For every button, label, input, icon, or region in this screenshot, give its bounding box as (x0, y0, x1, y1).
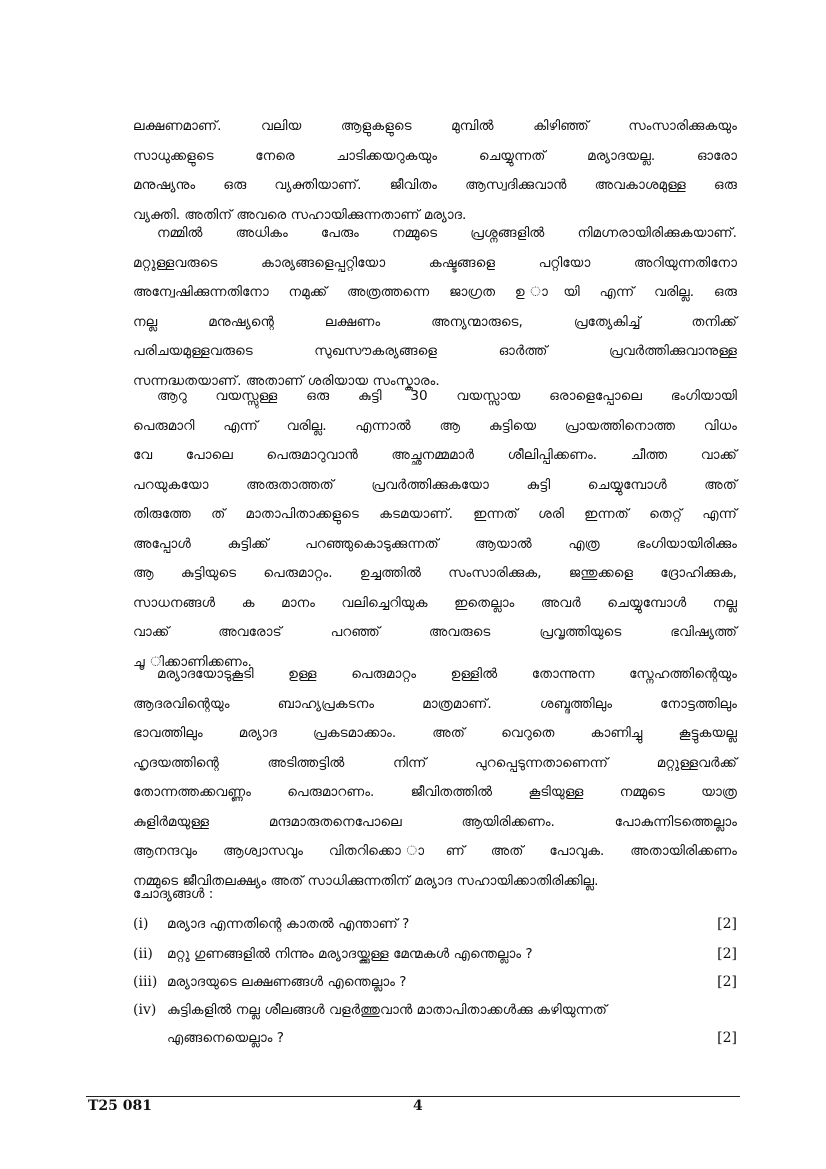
paragraph-2 (133, 219, 737, 396)
paragraph-4 (133, 660, 737, 896)
paragraph-line: ഭാവത്തിലും മര്യാദ പ്രകടമാക്കാം. അത് വെറുതെ കാണിച്ചു കൂട്ടുകയല്ല (133, 725, 737, 741)
question-marks: [2] (717, 1030, 737, 1046)
paragraph-line: പറയുകയോ അരുതാത്തത് പ്രവർത്തിക്കുകയോ കുട്ടി ചെയ്യുമ്പോൾ അത് (133, 476, 737, 493)
paragraph-line: നമ്മിൽ അധികം പേരും നമ്മുടെ പ്രശ്നങ്ങളിൽ നിമഗ്നരായിരിക്കുകയാണ്. (157, 225, 737, 241)
question-marks: [2] (717, 974, 737, 990)
question-item (133, 944, 737, 966)
question-number: (ii) (133, 946, 153, 962)
paragraph-line: ആദരവിന്റെയും ബാഹ്യപ്രകടനം മാത്രമാണ്. ശബ്ദത്തിലും നോട്ടത്തിലും (133, 695, 737, 712)
question-marks: [2] (717, 946, 737, 962)
paragraph-line: ആനന്ദവും ആശ്വാസവും വിതറിക്കൊ ാണ് അത് പോവുക. അതായിരിക്കണം (133, 843, 737, 859)
paragraph-line: പരിചയമുള്ളവരുടെ സുഖസൗകര്യങ്ങളെ ഓർത്ത് പ്രവർത്തിക്കുവാനുള്ള (133, 343, 737, 359)
question-number: (i) (133, 916, 149, 932)
question-marks: [2] (717, 916, 737, 932)
paragraph-line: ആറു വയസ്സുള്ള ഒരു കുട്ടി 30 വയസ്സായ ഒരാളെപ്പോലെ ഭംഗിയായി (157, 388, 737, 404)
question-item (133, 972, 737, 994)
paragraph-line: ചൂ ിക്കാണിക്കണം. (133, 653, 252, 670)
question-number: (iii) (133, 974, 158, 990)
question-number: (iv) (133, 1002, 157, 1018)
paragraph-line: മര്യാദയോടുകൂടി ഉള്ള പെരുമാറ്റം ഉള്ളിൽ തോന്നുന്ന സ്നേഹത്തിന്റെയും (157, 666, 737, 682)
question-text: മറ്റു ഗുണങ്ങളിൽ നിന്നും മര്യാദയ്ക്കുള്ള മേന്മകൾ എന്തെല്ലാം ? (167, 946, 533, 962)
question-item (133, 914, 737, 936)
paragraph-line: നമ്മുടെ ജീവിതലക്ഷ്യം അത് സാധിക്കുന്നതിന് മര്യാദ സഹായിക്കാതിരിക്കില്ല. (133, 872, 599, 889)
paragraph-line: ആ കുട്ടിയുടെ പെരുമാറ്റം. ഉച്ചത്തിൽ സംസാരിക്കുക, ജന്തുക്കളെ ദ്രോഹിക്കുക, (133, 565, 737, 581)
paragraph-line: സന്നദ്ധതയാണ്. അതാണ് ശരിയായ സംസ്കാരം. (133, 372, 440, 389)
paragraph-line: വാക്ക് അവരോട് പറഞ്ഞ് അവരുടെ പ്രവൃത്തിയുടെ ഭവിഷ്യത്ത് (133, 624, 737, 640)
question-item (133, 1000, 737, 1050)
paragraph-line: ലക്ഷണമാണ്. വലിയ ആളുകളുടെ മുമ്പിൽ കിഴിഞ്ഞ് സംസാരിക്കുകയും (133, 118, 737, 134)
page-number: 4 (413, 1098, 423, 1114)
question-text: കുട്ടികളിൽ നല്ല ശീലങ്ങൾ വളർത്തുവാൻ മാതാപിതാക്കൾക്കു കഴിയുന്നത് (167, 1002, 607, 1018)
paragraph-1 (133, 112, 737, 230)
question-text: എങ്ങനെയെല്ലാം ? (167, 1030, 284, 1046)
paragraph-3 (133, 382, 737, 677)
paragraph-line: വ്യക്തി. അതിന് അവരെ സഹായിക്കുന്നതാണ് മര്യാദ. (133, 206, 467, 223)
paragraph-line: അപ്പോൾ കുട്ടിക്ക് പറഞ്ഞുകൊടുക്കുന്നത് ആയാൽ എത്ര ഭംഗിയായിരിക്കും (133, 535, 737, 552)
paragraph-line: സാധുക്കളുടെ നേരെ ചാടിക്കയറുകയും ചെയ്യുന്നത് മര്യാദയല്ല. ഓരോ (133, 147, 737, 164)
paragraph-line: പെരുമാറി എന്ന് വരില്ല. എന്നാൽ ആ കുട്ടിയെ പ്രായത്തിനൊത്ത വിധം (133, 417, 737, 434)
paragraph-line: ഹൃദയത്തിന്റെ അടിത്തട്ടിൽ നിന്ന് പുറപ്പെടുന്നതാണെന്ന് മറ്റുള്ളവർക്ക് (133, 754, 737, 771)
question-text: മര്യാദ എന്നതിന്റെ കാതൽ എന്താണ് ? (167, 916, 410, 932)
questions-heading: ചോദ്യങ്ങൾ : (133, 886, 214, 902)
paragraph-line: തോന്നത്തക്കവണ്ണം പെരുമാറണം. ജീവിതത്തിൽ കൂടിയുള്ള നമ്മുടെ യാത്ര (133, 784, 737, 800)
paragraph-line: മറ്റുള്ളവരുടെ കാര്യങ്ങളെപ്പറ്റിയോ കഷ്ടങ്ങളെ പറ്റിയോ അറിയുന്നതിനോ (133, 254, 737, 271)
paragraph-line: നല്ല മനുഷ്യന്റെ ലക്ഷണം അന്യന്മാരുടെ, പ്രത്യേകിച്ച് തനിക്ക് (133, 313, 737, 330)
paragraph-line: തിരുത്തേ ത് മാതാപിതാക്കളുടെ കടമയാണ്. ഇന്നത് ശരി ഇന്നത് തെറ്റ് എന്ന് (133, 506, 737, 522)
paragraph-line: സാധനങ്ങൾ ക മാനം വലിച്ചെറിയുക ഇതെല്ലാം അവർ ചെയ്യുമ്പോൾ നല്ല (133, 594, 737, 611)
paragraph-line: അന്വേഷിക്കുന്നതിനോ നമുക്ക് അത്രത്തന്നെ ജാഗ്രത ഉ ായി എന്ന് വരില്ല. ഒരു (133, 284, 737, 300)
paragraph-line: മനുഷ്യനും ഒരു വ്യക്തിയാണ്. ജീവിതം ആസ്വദിക്കുവാൻ അവകാശമുള്ള ഒരു (133, 177, 737, 193)
question-text: മര്യാദയുടെ ലക്ഷണങ്ങൾ എന്തെല്ലാം ? (167, 974, 407, 990)
paragraph-line: കുളിർമയുള്ള മന്ദമാരുതനെപോലെ ആയിരിക്കണം. പോകുന്നിടത്തെല്ലാം (133, 813, 737, 830)
paragraph-line: വേ പോലെ പെരുമാറുവാൻ അച്ഛനമ്മമാർ ശീലിപ്പിക്കണം. ചീത്ത വാക്ക് (133, 447, 737, 463)
paper-code: T25 081 (88, 1098, 152, 1114)
footer-divider (86, 1096, 740, 1097)
